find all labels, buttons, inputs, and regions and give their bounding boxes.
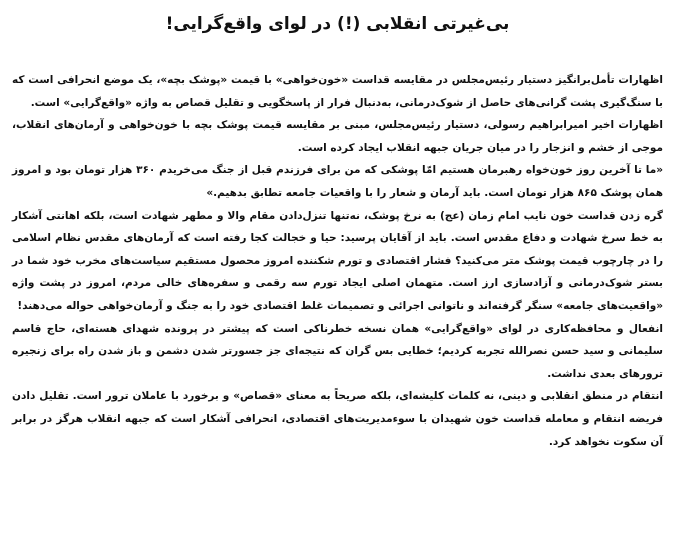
paragraph-context: اظهارات اخیر امیرابراهیم رسولی، دستیار رئیس‌مجلس، مبنی بر مقایسه قیمت پوشک بچه با خون‌خواهی و آرمان‌های انقلاب، موجی از خشم و انزجار را در میان جریان جبهه انقلاب ایجاد کرده است.: [12, 119, 663, 154]
paragraph-intro: اظهارات تأمل‌برانگیز دستیار رئیس‌مجلس در مقایسه قداست «خون‌خواهی» با قیمت «پوشک بچه»، یک موضع انحرافی است که با سنگ‌گیری پشت گرانی‌های حاصل از شوک‌درمانی، به‌دنبال فرار از پاسخگویی و تقلیل قصاص به واژه «واقع‌گرایی» است.: [12, 74, 663, 109]
paragraph-warning: انفعال و محافظه‌کاری در لوای «واقع‌گرایی» همان نسخه خطرناکی است که پیشتر در پرونده شهدای هسته‌ای، حاج قاسم سلیمانی و سید حسن نصرالله تجربه کردیم؛ خطایی بس گران که نتیجه‌ای جز جسورتر شدن دشمن و باز شدن راه برای زنجیره ترورهای بعدی نداشت.: [12, 322, 663, 380]
document-title: بی‌غیرتی انقلابی (!) در لوای واقع‌گرایی!: [165, 14, 510, 34]
paragraph-critique: گره زدن قداست خون نایب امام زمان (عج) به نرخ پوشک، نه‌تنها تنزل‌دادن مقام والا و مطهر شهادت است، بلکه اهانتی آشکار به خط سرخ شهادت و دفاع مقدس است. باید از آقایان پرسید: حیا و خجالت کجا رفته است که آرمان‌های مقدس نظام اسلامی را در چارچوب قیمت پوشک متر می‌کنید؟ فشار اقتصادی و تورم شکننده امروز محصول مستقیم سیاست‌های مخرب خود شما در بستر شوک‌درمانی و آزادسازی ارز است. متهمان اصلی ایجاد تورم سه رقمی و سفره‌های خالی مردم، امروز در پشت واژه «واقعیت‌های جامعه» سنگر گرفته‌اند و ناتوانی اجرائی و تصمیمات غلط اقتصادی خود را به جنگ و آرمان‌خواهی حواله می‌دهند!: [12, 209, 663, 312]
paragraph-quote: «ما تا آخرین روز خون‌خواه رهبرمان هستیم امّا پوشکی که من برای فرزندم قبل از جنگ می‌خریدم ۳۶۰ هزار تومان بود و امروز همان پوشک ۸۶۵ هزار تومان است. باید آرمان و شعار را با واقعیات جامعه تطابق بدهیم.»: [12, 164, 663, 199]
article-body: [12, 69, 663, 453]
paragraph-conclusion: انتقام در منطق انقلابی و دینی، نه کلمات کلیشه‌ای، بلکه صریحاً به معنای «قصاص» و برخورد با عاملان ترور است. تقلیل دادن فریضه انتقام و معامله قداست خون شهیدان با سوءمدیریت‌های اقتصادی، انحرافی آشکار است که جبهه انقلاب هرگز در برابر آن سکوت نخواهد کرد.: [12, 390, 663, 448]
